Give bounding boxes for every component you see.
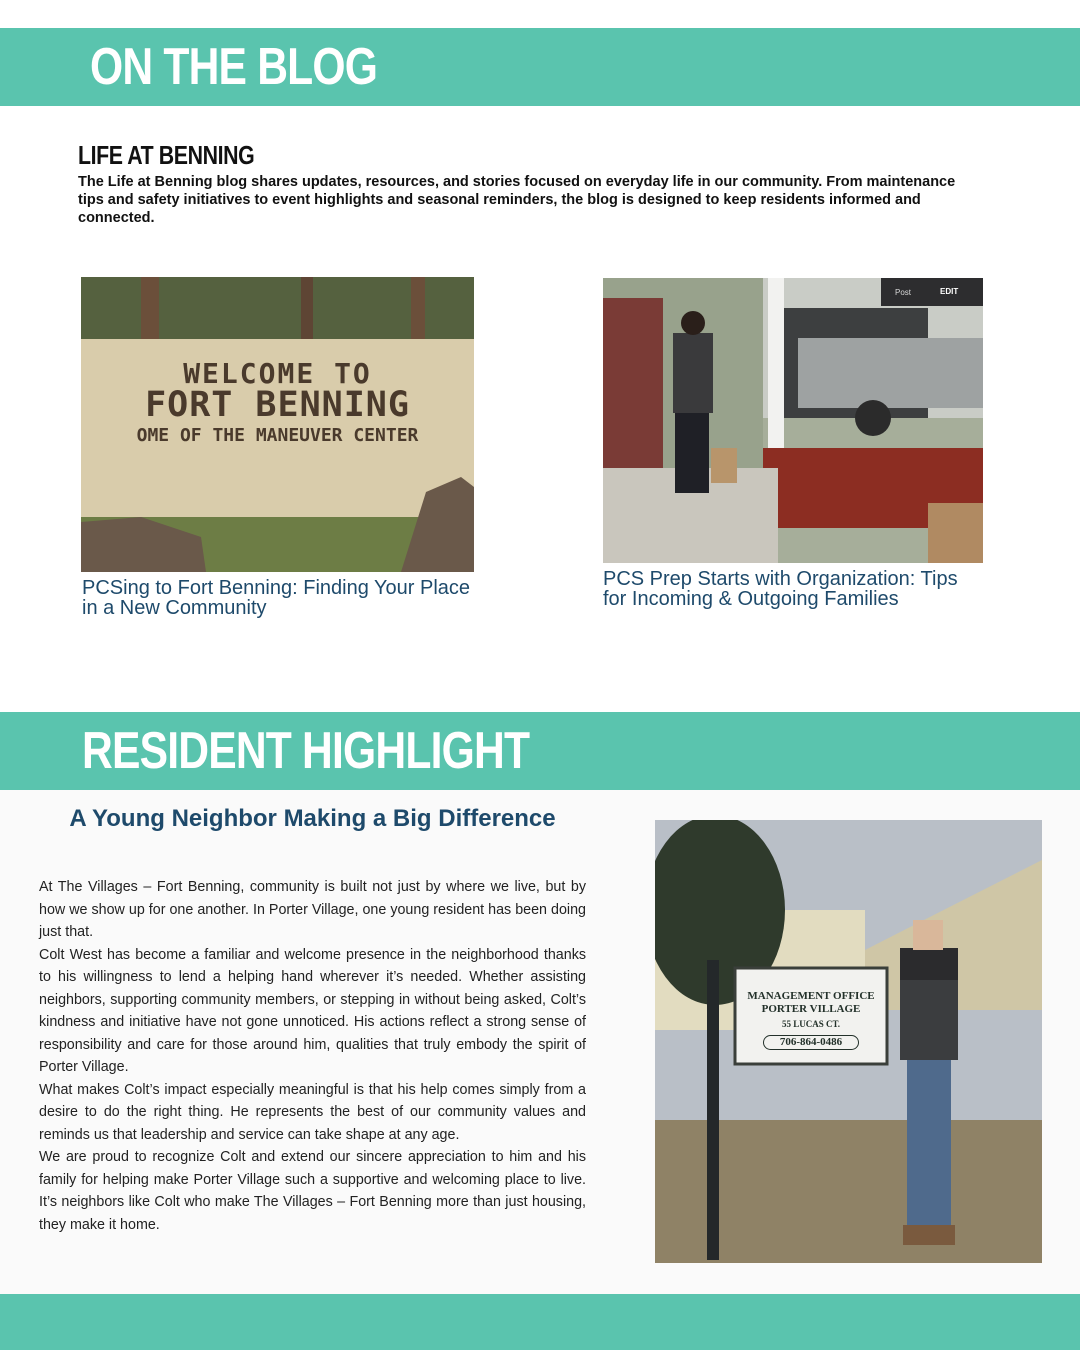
photo-sign-text [735, 990, 887, 1050]
blog-post-2-title[interactable]: PCS Prep Starts with Organization: Tips for Incoming & Outgoing Families [603, 568, 958, 610]
footer-bar [0, 1294, 1080, 1350]
blog-description: The Life at Benning blog shares updates, resources, and stories focused on everyday life in our community. From maintenance tips and safety initiatives to event highlights and seasonal reminders, the blog is designed to keep residents informed and connected. [78, 174, 956, 226]
overlay-post-label[interactable]: Post [895, 288, 912, 297]
photo-sign-line2: PORTER VILLAGE [761, 1003, 861, 1015]
blog-banner-title: ON THE BLOG [90, 38, 378, 96]
sign-line-welcome: WELCOME TO [183, 357, 372, 390]
photo-sign-phone: 706-864-0486 [763, 1035, 859, 1050]
resident-paragraph: What makes Colt’s impact especially meaningful is that his help comes simply from a desire to do the right thing. He represents the best of our community values and reminds us that leadership and service can take shape at any age. [39, 1081, 586, 1143]
photo-sign-line3: 55 LUCAS CT. [781, 1019, 841, 1029]
pcs-moving-photo[interactable] [603, 278, 983, 563]
overlay-edit-button[interactable]: EDIT [940, 287, 959, 296]
resident-banner-title: RESIDENT HIGHLIGHT [82, 722, 530, 780]
resident-title: A Young Neighbor Making a Big Difference [69, 805, 556, 832]
resident-paragraph: Colt West has become a familiar and welcome presence in the neighborhood thanks to his willingness to lend a helping hand wherever it’s needed. Whether assisting neighbors, supporting community members, or stepping in without being asked, Colt’s kindness and initiative have not gone unnoticed. His actions reflect a strong sense of responsibility and care for those around him, qualities that truly embody the spirit of Porter Village. [39, 946, 586, 1075]
blog-heading: LIFE AT BENNING [78, 140, 255, 170]
resident-photo [655, 820, 1042, 1263]
sign-line-fort-benning: FORT BENNING [145, 385, 410, 425]
resident-banner [0, 712, 1080, 790]
sign-line-maneuver-center: OME OF THE MANEUVER CENTER [136, 425, 419, 446]
resident-paragraph: We are proud to recognize Colt and extend our sincere appreciation to him and his family for helping make Porter Village such a supportive and welcoming place to live. It’s neighbors like Colt who make The Villages – Fort Benning more than just housing, they make it home. [39, 1149, 586, 1233]
photo-sign-line1: MANAGEMENT OFFICE [747, 990, 875, 1002]
house-scene [603, 278, 983, 563]
welcome-sign-photo[interactable] [81, 277, 474, 572]
blog-post-1-title[interactable]: PCSing to Fort Benning: Finding Your Place in a New Community [82, 577, 471, 619]
blog-banner [0, 28, 1080, 106]
resident-body [39, 876, 586, 1236]
resident-paragraph: At The Villages – Fort Benning, community is built not just by where we live, but by how we show up for one another. In Porter Village, one young resident has been doing just that. [39, 879, 586, 940]
